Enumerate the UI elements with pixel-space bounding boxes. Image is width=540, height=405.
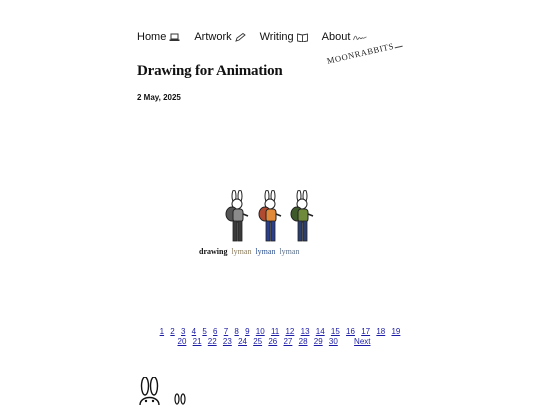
nav-home-label: Home bbox=[137, 31, 167, 43]
page-link[interactable]: 7 bbox=[223, 327, 229, 336]
brand-flourish bbox=[394, 43, 403, 49]
pagination-row-2 bbox=[0, 337, 540, 346]
pagination-row-1 bbox=[0, 327, 540, 336]
signature-icon bbox=[353, 33, 367, 42]
page-link[interactable]: 3 bbox=[180, 327, 186, 336]
main-nav bbox=[137, 31, 367, 43]
page-link[interactable]: 21 bbox=[192, 337, 202, 346]
nav-about-label: About bbox=[321, 31, 351, 43]
page-link[interactable]: 18 bbox=[376, 327, 386, 336]
page-link[interactable]: 24 bbox=[238, 337, 247, 346]
page-link[interactable]: 5 bbox=[202, 327, 207, 336]
page-link[interactable]: 14 bbox=[315, 327, 325, 336]
page-link[interactable]: 15 bbox=[330, 327, 340, 336]
artwork-gallery bbox=[220, 190, 320, 246]
page-link[interactable]: 13 bbox=[300, 327, 310, 336]
nav-artwork-label: Artwork bbox=[194, 31, 232, 43]
nav-writing[interactable] bbox=[260, 31, 308, 43]
page-link[interactable]: 30 bbox=[328, 337, 338, 346]
page-link[interactable]: 4 bbox=[191, 327, 197, 336]
page-link[interactable]: 29 bbox=[313, 337, 323, 346]
page-link[interactable]: 8 bbox=[234, 327, 239, 336]
page-link[interactable]: 2 bbox=[170, 327, 175, 336]
caption-lyman-3: lyman bbox=[279, 247, 300, 256]
caption-lyman-2: lyman bbox=[255, 247, 276, 256]
nav-home[interactable] bbox=[137, 31, 180, 43]
page-link[interactable]: 20 bbox=[177, 337, 187, 346]
book-icon bbox=[297, 33, 308, 42]
gallery-captions bbox=[199, 247, 299, 256]
page-link[interactable]: 1 bbox=[159, 327, 165, 336]
page-link[interactable]: 22 bbox=[207, 337, 217, 346]
rabbit-logo-icon[interactable] bbox=[139, 377, 191, 405]
page-link[interactable]: 12 bbox=[285, 327, 295, 336]
nav-about[interactable] bbox=[322, 31, 368, 43]
caption-drawing: drawing bbox=[199, 247, 228, 256]
laptop-icon bbox=[169, 33, 180, 42]
page-link[interactable]: 17 bbox=[361, 327, 371, 336]
page-link[interactable]: 10 bbox=[255, 327, 265, 336]
page-link[interactable]: 9 bbox=[245, 327, 250, 336]
page-link[interactable]: 11 bbox=[270, 327, 280, 336]
page-link[interactable]: 19 bbox=[391, 327, 401, 336]
nav-artwork[interactable] bbox=[194, 31, 245, 43]
next-page-link[interactable]: Next bbox=[354, 337, 371, 346]
page-link[interactable]: 26 bbox=[268, 337, 278, 346]
page-link[interactable]: 28 bbox=[298, 337, 308, 346]
post-date: 2 May, 2025 bbox=[137, 93, 181, 102]
page-link[interactable]: 16 bbox=[346, 327, 355, 336]
pencil-icon bbox=[235, 33, 246, 42]
rabbit-figure-gray[interactable] bbox=[222, 190, 252, 244]
brand-text: MOONRABBITS bbox=[325, 40, 395, 66]
rabbit-figure-green[interactable] bbox=[287, 190, 317, 244]
page-link[interactable]: 6 bbox=[213, 327, 218, 336]
page-link[interactable]: 27 bbox=[283, 337, 293, 346]
caption-lyman-1: lyman bbox=[231, 247, 252, 256]
page-link[interactable]: 25 bbox=[253, 337, 263, 346]
post-title: Drawing for Animation bbox=[137, 63, 283, 79]
rabbit-figure-orange[interactable] bbox=[255, 190, 285, 244]
page-link[interactable]: 23 bbox=[222, 337, 232, 346]
nav-writing-label: Writing bbox=[259, 31, 294, 43]
